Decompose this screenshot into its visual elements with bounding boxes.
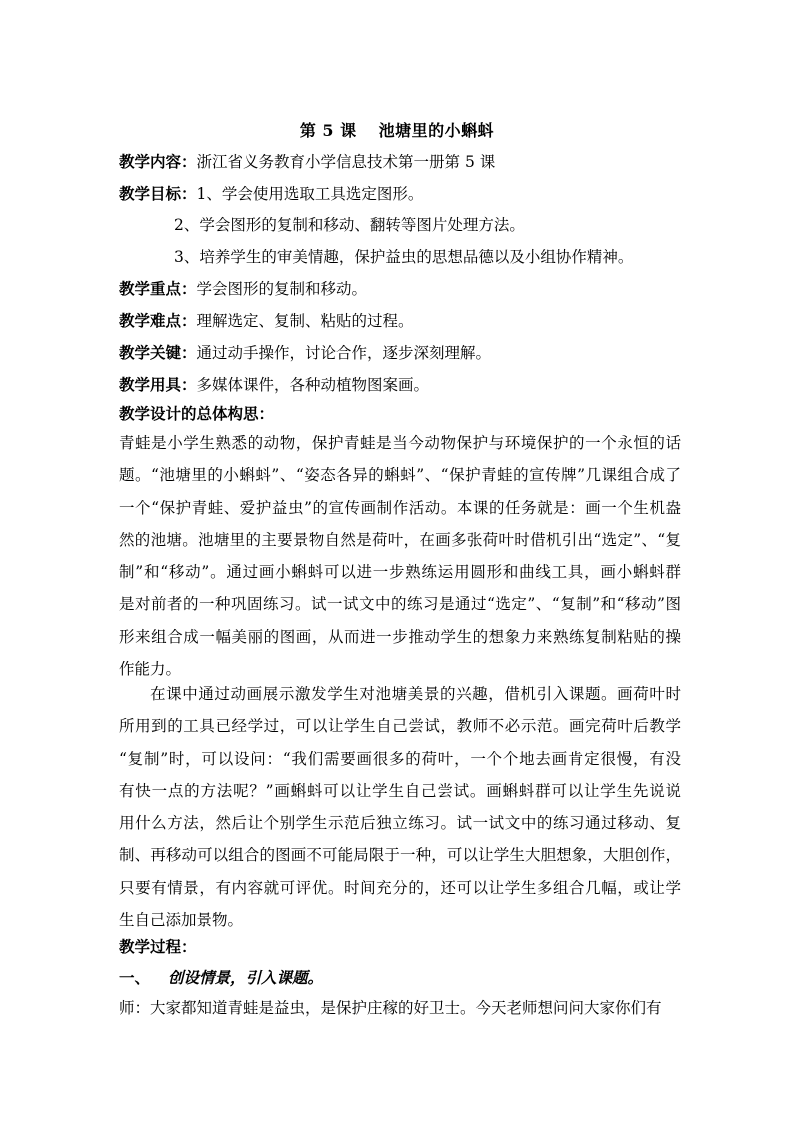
teaching-key [119,343,679,363]
design-heading-label: 教学设计的总体构思： [119,404,275,423]
design-heading [119,404,679,424]
key-point-text: 学会图形的复制和移动。 [196,280,368,298]
paragraph-line: 形来组合成一幅美丽的图画，从而进一步推动学生的想象力来熟练复制粘贴的操 [119,627,681,646]
lesson-name: 池塘里的小蝌蚪 [378,121,495,140]
paragraph-line: 有快一点的方法呢？”画蝌蚪可以让学生自己尝试。画蝌蚪群可以让学生先说说 [119,781,681,800]
teaching-tools-label: 教学用具： [119,375,197,394]
difficulty-text: 理解选定、复制、粘贴的过程。 [196,312,414,330]
teaching-content [119,152,679,172]
paragraph-line: 用什么方法，然后让个别学生示范后独立练习。试一试文中的练习通过移动、复 [119,814,681,833]
goal-item-3: 3、培养学生的审美情趣，保护益虫的思想品德以及小组协作精神。 [174,248,634,266]
teaching-key-label: 教学关键： [119,343,197,362]
paragraph-line: “复制”时，可以设问：“我们需要画很多的荷叶，一个个地去画肯定很慢，有没 [119,749,681,768]
paragraph-line: 然的池塘。池塘里的主要景物自然是荷叶，在画多张荷叶时借机引出“选定”、“复 [119,530,681,549]
teacher-line: 师：大家都知道青蛙是益虫，是保护庄稼的好卫士。今天老师想问问大家你们有 [119,999,662,1017]
paragraph-line: 制、再移动可以组合的图画不可能局限于一种，可以让学生大胆想象，大胆创作， [119,846,681,865]
section-1-heading [119,966,323,988]
paragraph-line: 在课中通过动画展示激发学生对池塘美景的兴趣，借机引入课题。画荷叶时 [150,685,681,703]
lesson-title [0,118,794,141]
section-1-number: 一、 [119,968,151,987]
teaching-goals-label: 教学目标： [119,184,197,203]
paragraph-line: 作能力。 [119,660,182,679]
paragraph-line: 青蛙是小学生熟悉的动物，保护青蛙是当今动物保护与环境保护的一个永恒的话 [119,434,681,452]
key-point [119,279,679,299]
design-paragraph-1 [119,427,681,685]
paragraph-line: 题。“池塘里的小蝌蚪”、“姿态各异的蝌蚪”、“保护青蛙的宣传牌”几课组合成了 [119,466,681,485]
key-point-label: 教学重点： [119,279,197,298]
teaching-tools [119,375,679,395]
teaching-tools-text: 多媒体课件，各种动植物图案画。 [196,376,430,394]
process-heading [119,937,679,957]
teaching-key-text: 通过动手操作，讨论合作，逐步深刻理解。 [196,344,492,362]
paragraph-line: 是对前者的一种巩固练习。试一试文中的练习是通过“选定”、“复制”和“移动”图 [119,595,681,614]
goal-item-1: 1、学会使用选取工具选定图形。 [196,185,424,203]
design-paragraph-2 [119,678,681,936]
lesson-number: 第 5 课 [299,121,357,140]
teaching-content-label: 教学内容： [119,152,197,171]
process-heading-label: 教学过程： [119,937,197,956]
paragraph-line: 制”和“移动”。通过画小蝌蚪可以进一步熟练运用圆形和曲线工具，画小蝌蚪群 [119,563,681,582]
teaching-goals [119,184,679,204]
goal-item-2: 2、学会图形的复制和移动、翻转等图片处理方法。 [174,216,525,234]
paragraph-line: 一个“保护青蛙、爱护益虫”的宣传画制作活动。本课的任务就是：画一个生机盎 [119,498,681,517]
teaching-content-text: 浙江省义务教育小学信息技术第一册第 5 课 [196,153,496,171]
difficulty [119,311,679,331]
paragraph-line: 生自己添加景物。 [119,911,244,930]
section-1-title: 创设情景，引入课题。 [168,968,324,987]
difficulty-label: 教学难点： [119,311,197,330]
paragraph-line: 只要有情景，有内容就可评优。时间充分的，还可以让学生多组合几幅，或让学 [119,878,681,897]
paragraph-line: 所用到的工具已经学过，可以让学生自己尝试，教师不必示范。画完荷叶后教学 [119,717,681,736]
